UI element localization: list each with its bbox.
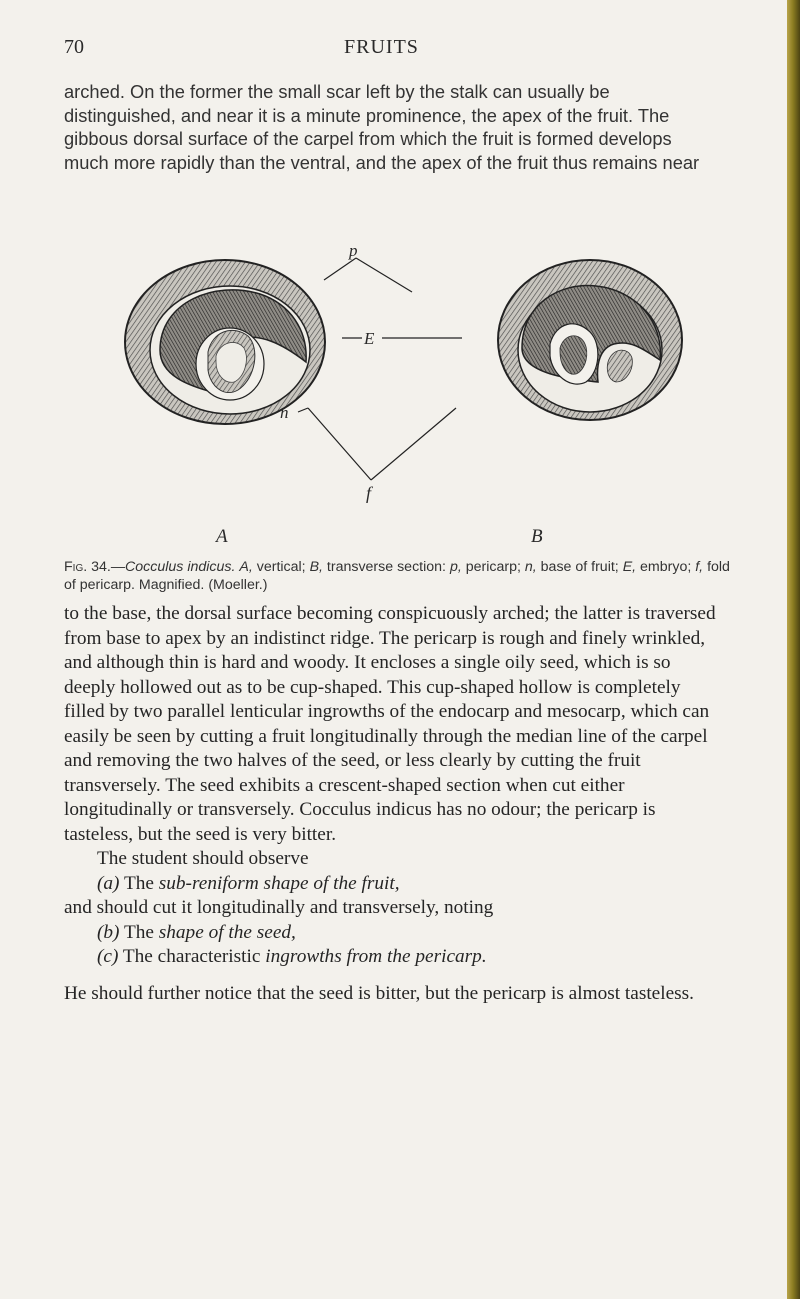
caption-text-A: vertical; — [252, 559, 310, 575]
body-paragraph-1: to the base, the dorsal surface becoming conspicuously arched; the latter is traversed from base to apex by an indistinct ridge. The pericarp is rough and finely wrinkled, and although thin is hard and woody. It encloses a single oily seed, which is so deeply hollowed out as to be cup-shaped. This cup-shaped hollow is completely filled by two parallel lenticular ingrowths of the endocarp and mesocarp, which can easily be seen by cutting a fruit longitudinally through the median line of the carpel and removing the two halves of the seed, or less clearly by cutting the fruit transversely. The seed exhibits a crescent-shaped section when cut either longitudinally or transversely. Cocculus indicus has no odour; the pericarp is tasteless, but the seed is very bitter. — [64, 603, 716, 845]
list-c-pre: The characteristic — [118, 946, 266, 967]
caption-text-n: base of fruit; — [536, 559, 623, 575]
top-paragraph: arched. On the former the small scar left by the stalk can usually be distinguished, and near it is a minute prominence, the apex of the fruit. The gibbous dorsal surface of the carpel from which the fruit is formed develops much more rapidly than the ventral, and the apex of the fruit thus remains near — [64, 81, 700, 173]
page-edge — [787, 0, 800, 1299]
caption-text-B: transverse section: — [322, 559, 450, 575]
list-item-a — [64, 872, 716, 897]
body-text — [64, 602, 716, 1006]
list-marker-b: (b) — [97, 921, 120, 943]
section-b-drawing — [498, 260, 682, 420]
list-marker-a: (a) — [97, 872, 120, 894]
label-A: A — [216, 526, 228, 547]
list-a-pre: The — [119, 872, 159, 894]
running-title: FRUITS — [344, 36, 419, 58]
caption-key-B: B, — [309, 559, 323, 575]
caption-text-E: embryo; — [636, 559, 696, 575]
list-item-c — [64, 945, 716, 970]
caption-text-p: pericarp; — [461, 559, 525, 575]
label-p: p — [349, 241, 358, 260]
caption-key-p: p, — [449, 559, 462, 575]
caption-key-E: E, — [622, 559, 637, 575]
caption-key-n: n, — [524, 559, 537, 575]
figure-34 — [120, 241, 700, 552]
section-a-drawing — [125, 260, 325, 424]
list-marker-c: (c) — [97, 946, 119, 967]
caption-text-f: fold of pericarp. Magnified. (Moeller.) — [64, 559, 730, 593]
leader-lines — [298, 258, 462, 480]
page-number: 70 — [64, 36, 84, 58]
body-final-paragraph: He should further notice that the seed is bitter, but the pericarp is almost tasteless. — [64, 982, 694, 1004]
fruit-section-illustration — [120, 241, 700, 552]
caption-key-f: f, — [695, 559, 704, 575]
label-f: f — [366, 483, 372, 503]
body-paragraph-2: The student should observe — [97, 848, 309, 869]
list-item-a-continuation: and should cut it longitudinally and transversely, noting — [64, 897, 494, 918]
list-a-emphasis: sub-reniform shape of the fruit, — [158, 872, 400, 894]
label-n: n — [280, 403, 289, 422]
caption-figure-number: Fig. 34. — [64, 559, 111, 575]
label-B: B — [531, 526, 543, 547]
figure-caption: Fig. 34.—Cocculus indicus. A, vertical; B, transverse section: p, pericarp; n, base of fruit; E, embryo; f, fold of pericarp. Magnified. (Moeller.) — [64, 559, 730, 593]
label-E: E — [364, 329, 375, 348]
caption-key-A: A, — [239, 559, 253, 575]
list-b-emphasis: shape of the seed, — [158, 921, 296, 943]
list-b-pre: The — [119, 921, 159, 943]
list-item-b — [64, 921, 716, 946]
caption-species: Cocculus indicus. — [125, 559, 236, 575]
running-header — [64, 36, 764, 62]
list-c-emphasis: ingrowths from the pericarp. — [265, 946, 487, 967]
